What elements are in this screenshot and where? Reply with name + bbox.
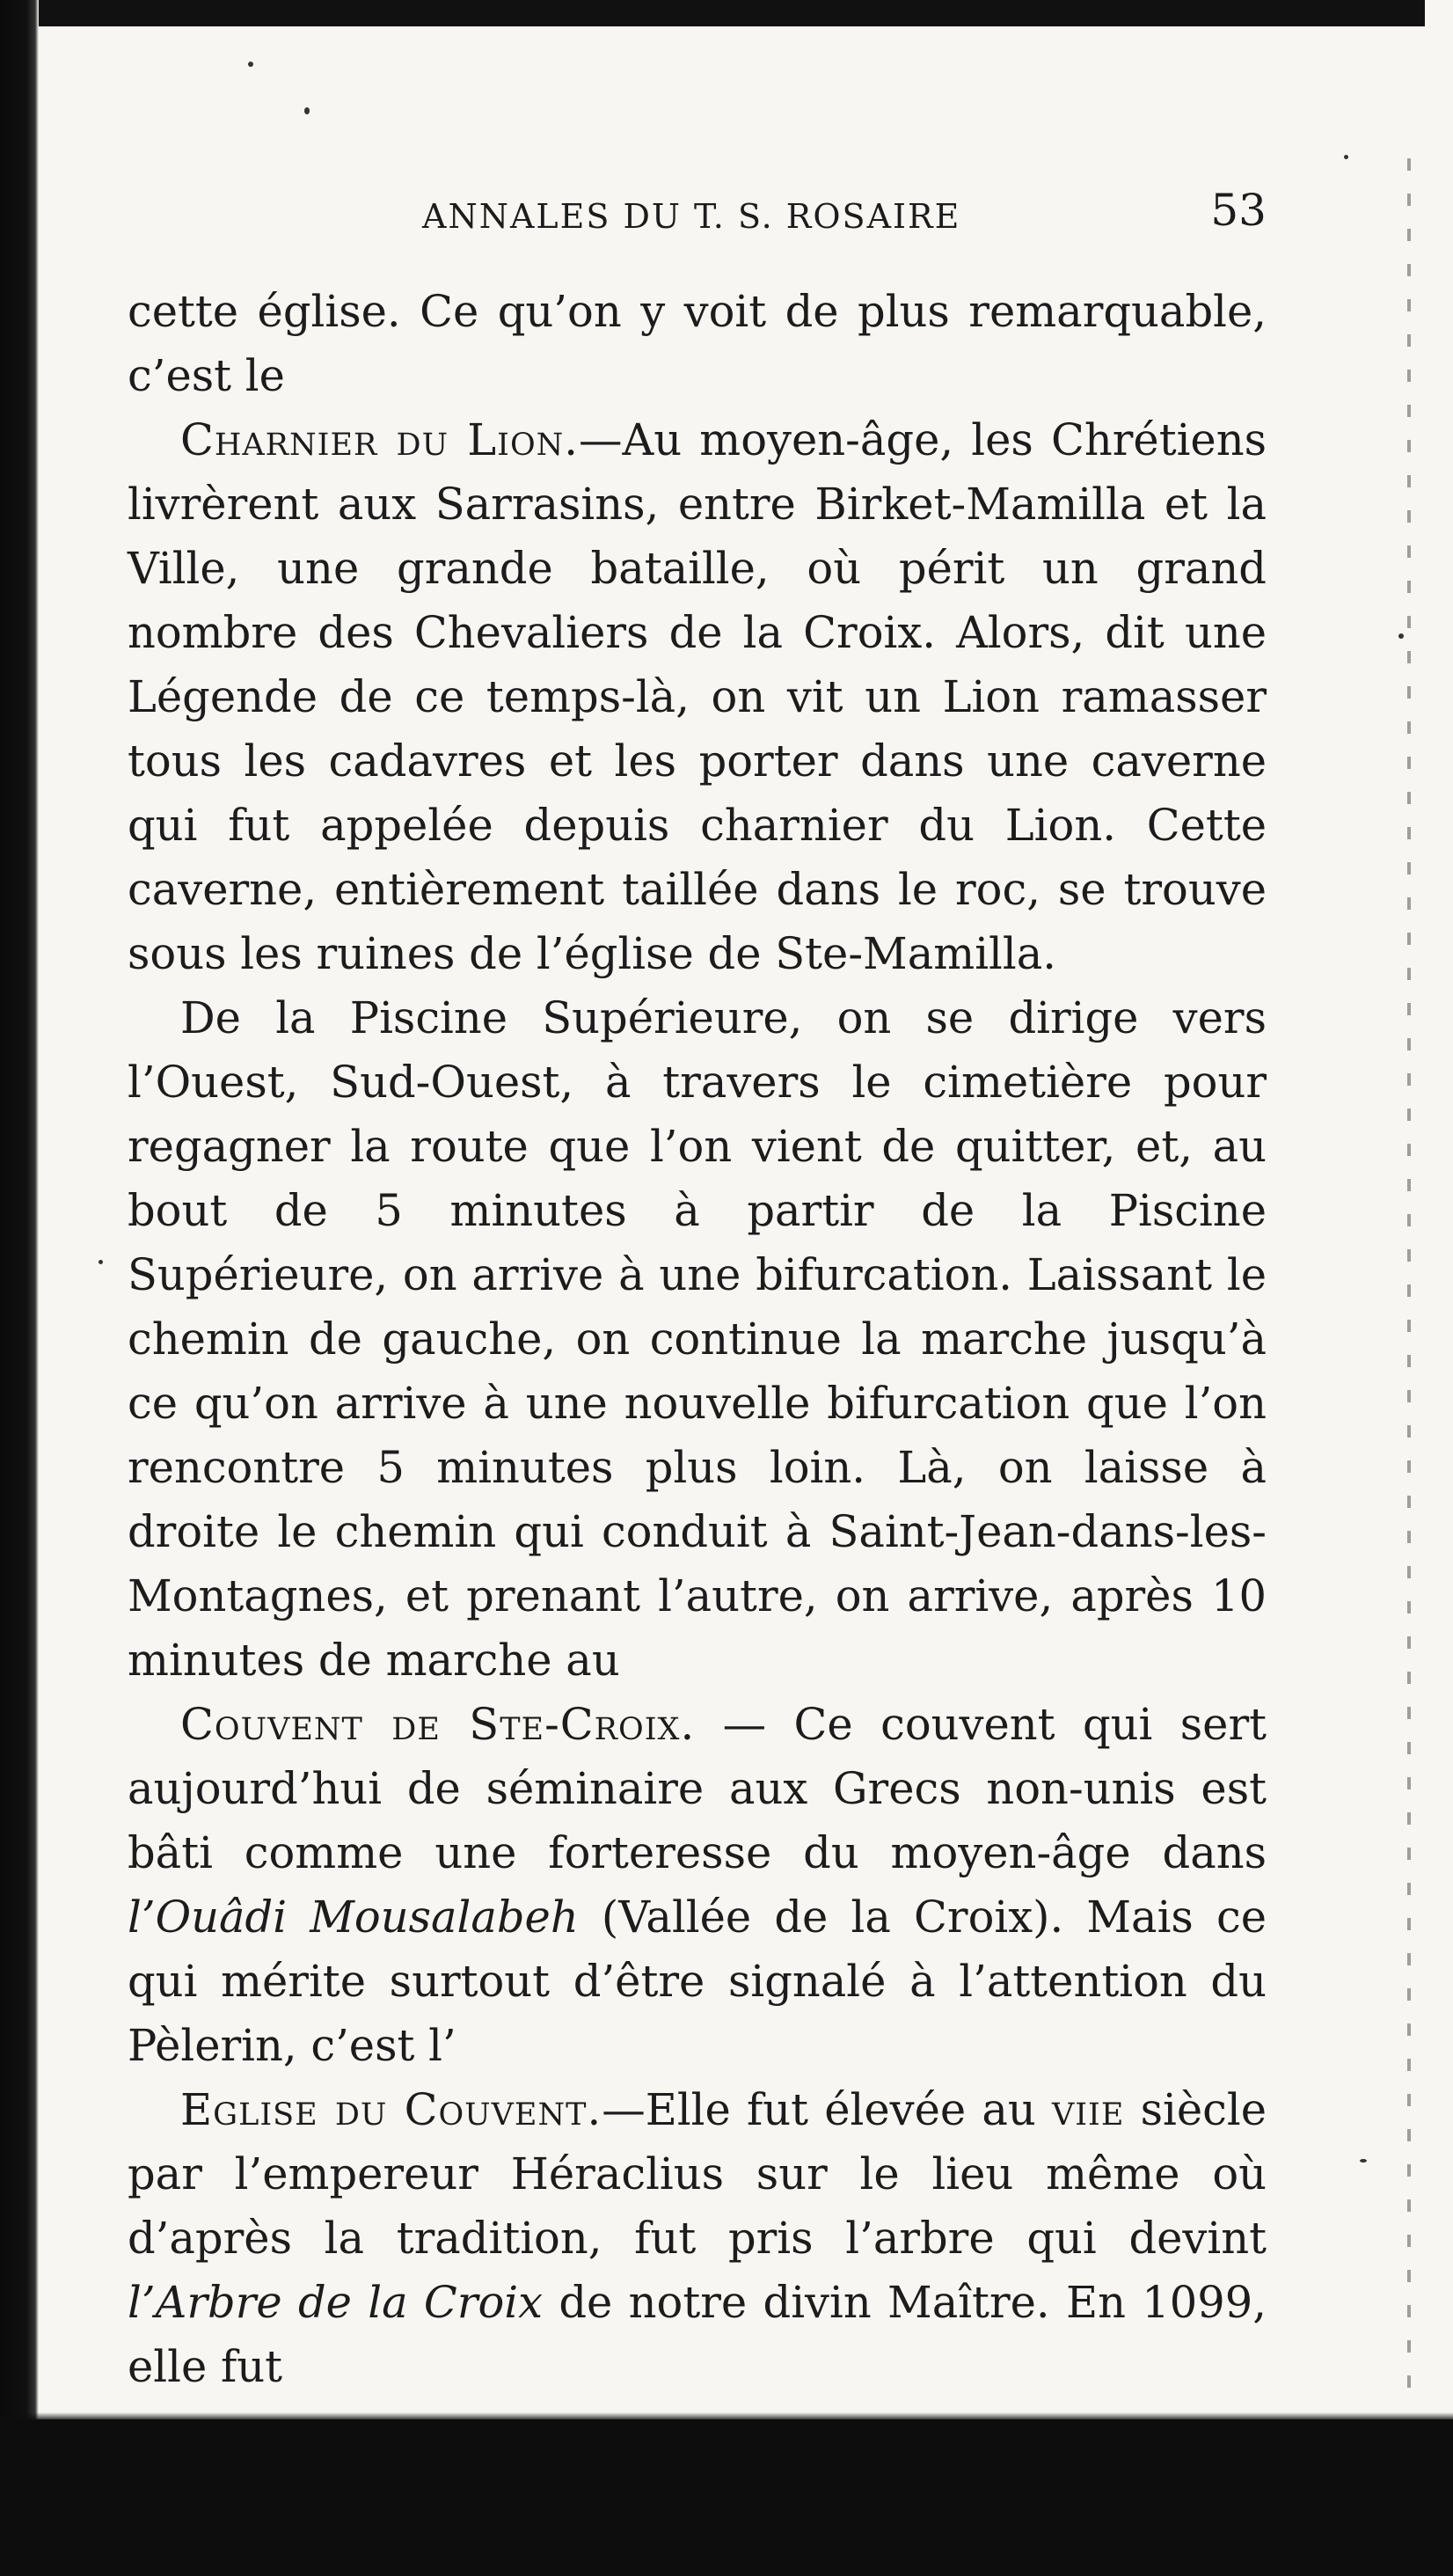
scan-speck: [99, 1260, 103, 1264]
paragraph: [128, 1693, 1267, 2078]
paragraph: [128, 986, 1267, 1693]
italic-phrase: l’Arbre de la Croix: [128, 2277, 544, 2328]
scan-speck: [248, 62, 253, 67]
paragraph-text: de notre divin Maître. En 1099, elle fut: [128, 2277, 1267, 2392]
paragraph: [128, 280, 1267, 408]
paragraph-text: —Elle fut élevée au: [602, 2084, 1052, 2135]
italic-place-name: l’Ouâdi Mousalabeh: [128, 1892, 579, 1943]
scan-speck: [1344, 155, 1348, 159]
paragraph-text: (Vallée de la Croix). Mais ce qui mérite surtout d’être signalé à l’attention du Pèlerin, c’est l’: [128, 1892, 1267, 2071]
paragraph-text: De la Piscine Supérieure, on se dirige vers l’Ouest, Sud-Ouest, à travers le cimetière pour regagner la route que l’on vient de quitter, et, au bout de 5 minutes à partir de la Piscine Supérieure, on arrive à une bifurcation. Laissant le chemin de gauche, on continue la marche jusqu’à ce qu’on arrive à une nouvelle bifurcation que l’on rencontre 5 minutes plus loin. Là, on laisse à droite le chemin qui conduit à Saint-Jean-dans-les-Montagnes, et prenant l’autre, on arrive, après 10 minutes de marche au: [128, 992, 1267, 1686]
page-edge-marks: [1407, 158, 1411, 2411]
paragraph-text: cette église. Ce qu’on y voit de plus remarquable, c’est le: [128, 286, 1267, 401]
section-heading: Eglise du Couvent.: [180, 2084, 602, 2135]
page-body: [128, 280, 1267, 2399]
scan-speck: [1398, 633, 1404, 639]
scan-speck: [1360, 2159, 1367, 2163]
century-numeral: viie: [1051, 2084, 1125, 2135]
running-title: ANNALES DU T. S. ROSAIRE: [422, 197, 961, 236]
page-number: 53: [1210, 185, 1267, 236]
scan-speck: [304, 107, 310, 114]
paragraph: [128, 408, 1267, 986]
paragraph-text: —Au moyen-âge, les Chrétiens livrèrent aux Sarrasins, entre Birket-Mamilla et la Ville, une grande bataille, où périt un grand nombre des Chevaliers de la Croix. Alors, dit une Légende de ce temps-là, on vit un Lion ramasser tous les cadavres et les porter dans une caverne qui fut appelée depuis charnier du Lion. Cette caverne, entièrement taillée dans le roc, se trouve sous les ruines de l’église de Ste-Mamilla.: [128, 414, 1267, 979]
scan-border-left: [0, 0, 39, 2576]
paragraph: [128, 2078, 1267, 2399]
section-heading: Couvent de Ste-Croix.: [180, 1699, 696, 1750]
scan-border-top: [26, 0, 1425, 26]
page-header: [132, 185, 1267, 255]
paragraph-text: — Ce couvent qui sert aujourd’hui de séminaire aux Grecs non-unis est bâti comme une forteresse du moyen-âge dans: [128, 1699, 1267, 1878]
scan-border-bottom: [0, 2419, 1453, 2576]
paragraph-text: siècle par l’empereur Héraclius sur le lieu même où d’après la tradition, fut pris l’arbre qui devint: [128, 2084, 1267, 2264]
section-heading: Charnier du Lion.: [180, 414, 580, 465]
